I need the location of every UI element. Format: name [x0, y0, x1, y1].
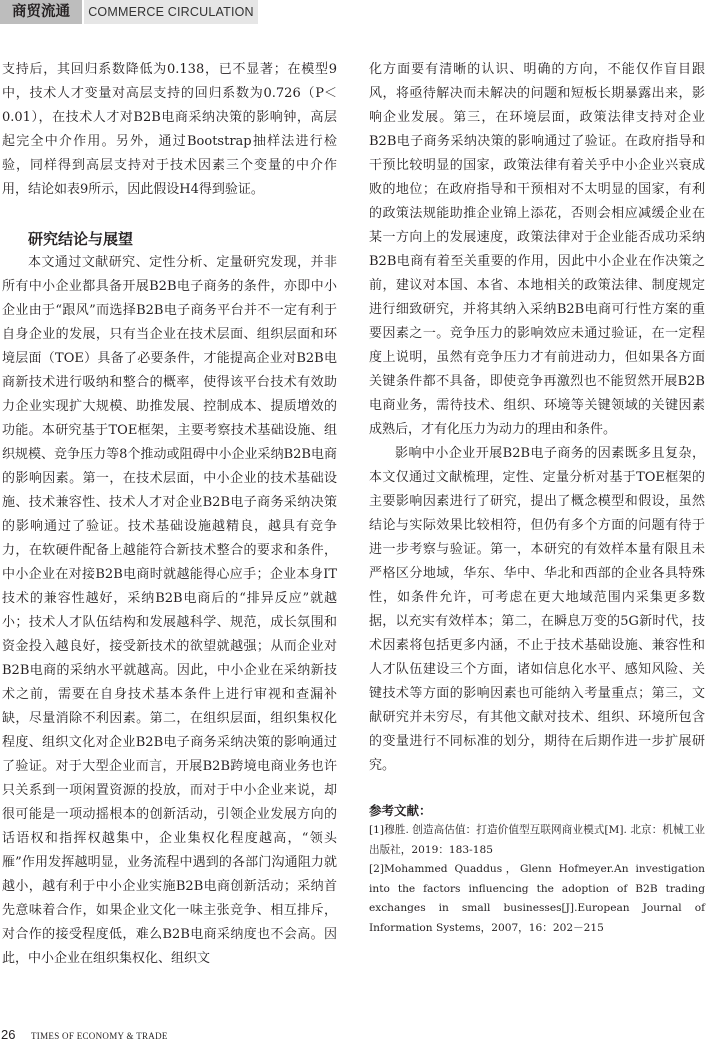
intro-paragraph: 支持后，其回归系数降低为0.138，已不显著；在模型9中，技术人才变量对高层支持的回归系数为0.726（P＜0.01），在技术人才对B2B电商采纳决策的影响钟，高层起完全中介作用。另外，通过Bootstrap抽样法进行检验，同样得到高层支持对于技术因素三个变量的中介作用，结论如表9所示，因此假设H4得到验证。 [2, 62, 337, 197]
section-label-en: COMMERCE CIRCULATION [84, 0, 258, 24]
reference-item-2: [2]Mohammed Quaddus，Glenn Hofmeyer.An investigation into the factors influencing the adoption of B2B trading exchanges in small businesses[J].European Journal of Information Systems，2007，16：202－215 [369, 863, 705, 934]
journal-name: TIMES OF ECONOMY & TRADE [31, 1031, 168, 1041]
right-column [369, 58, 705, 938]
conclusion-paragraph: 本文通过文献研究、定性分析、定量研究发现，并非所有中小企业都具备开展B2B电子商务的条件，亦即中小企业由于“跟风”而选择B2B电子商务平台并不一定有利于自身企业的发展，只有当企业在技术层面、组织层面和环境层面（TOE）具备了必要条件，才能提高企业对B2B电商新技术进行吸纳和整合的概率，使得该平台技术有效助力企业实现扩大规模、助推发展、控制成本、提质增效的功能。本研究基于TOE框架，主要考察技术基础设施、组织规模、竞争压力等8个推动或阻碍中小企业采纳B2B电商的影响因素。第一，在技术层面，中小企业的技术基础设施、技术兼容性、技术人才对企业B2B电子商务采纳决策的影响通过了验证。技术基础设施越精良，越具有竞争力，在软硬件配备上越能符合新技术整合的要求和条件，中小企业在对接B2B电商时就越能得心应手；企业本身IT技术的兼容性越好，采纳B2B电商后的“排异反应”就越小；技术人才队伍结构和发展越科学、规范，成长氛围和资金投入越良好，接受新技术的欲望就越强；从而企业对B2B电商的采纳水平就越高。因此，中小企业在采纳新技术之前，需要在自身技术基本条件上进行审视和查漏补缺，尽量消除不利因素。第二，在组织层面，组织集权化程度、组织文化对企业B2B电子商务采纳决策的影响通过了验证。对于大型企业而言，开展B2B跨境电商业务也许只关系到一项闲置资源的投放，而对于中小企业来说，却很可能是一项动摇根本的创新活动，引领企业发展方向的话语权和指挥权越集中，企业集权化程度越高，“领头雁”作用发挥越明显，业务流程中遇到的各部门沟通阻力就越小，越有利于中小企业实施B2B电商创新活动；采纳首先意味着合作，如果企业文化一味主张竞争、相互排斥，对合作的接受程度低，难么B2B电商采纳度也不会高。因此，中小企业在组织集权化、组织文 [2, 255, 337, 966]
reference-item-1: [1]穆胜. 创造高估值：打造价值型互联网商业模式[M]. 北京：机械工业出版社，2019：183-185 [369, 824, 705, 856]
page-header [0, 0, 707, 26]
references-title: 参考文献： [369, 803, 432, 818]
page-number: 26 [1, 1027, 16, 1042]
continued-paragraph: 化方面要有清晰的认识、明确的方向，不能仅作盲目跟风，将亟待解决而未解决的问题和短板长期暴露出来，影响企业发展。第三，在环境层面，政策法律支持对企业B2B电子商务采纳决策的影响通过了验证。在政府指导和干预比较明显的国家，政策法律有着关乎中小企业兴衰成败的地位；在政府指导和干预相对不太明显的国家，有利的政策法规能助推企业锦上添花，否则会相应减缓企业在某一方向上的发展速度，政策法律对于企业能否成功采纳B2B电商有着至关重要的作用，因此中小企业在作决策之前，建议对本国、本省、本地相关的政策法律、制度规定进行细致研究，并将其纳入采纳B2B电商可行性方案的重要因素之一。竞争压力的影响效应未通过验证，在一定程度上说明，虽然有竞争压力才有前进动力，但如果各方面关键条件都不具备，即使竞争再激烈也不能贸然开展B2B电商业务，需待技术、组织、环境等关键领域的关键因素成熟后，才有化压力为动力的理由和条件。 [369, 62, 705, 437]
section-label-cn: 商贸流通 [0, 0, 82, 24]
page-footer [0, 1025, 707, 1045]
outlook-paragraph: 影响中小企业开展B2B电子商务的因素既多且复杂，本文仅通过文献梳理，定性、定量分析对基于TOE框架的主要影响因素进行了研究，提出了概念模型和假设，虽然结论与实际效果比较相符，但仍有多个方面的问题有待于进一步考察与验证。第一，本研究的有效样本量有限且未严格区分地域，华东、华中、华北和西部的企业各具特殊性，如条件允许，可考虑在更大地域范围内采集更多数据，以充实有效样本；第二，在瞬息万变的5G新时代，技术因素将包括更多内涵，不止于技术基础设施、兼容性和人才队伍建设三个方面，诸如信息化水平、感知风险、关键技术等方面的影响因素也可能纳入考量重点；第三，文献研究并未穷尽，有其他文献对技术、组织、环境所包含的变量进行不同标准的划分，期待在后期作进一步扩展研究。 [369, 446, 705, 773]
section-title: 研究结论与展望 [28, 230, 134, 248]
left-column [2, 58, 337, 971]
